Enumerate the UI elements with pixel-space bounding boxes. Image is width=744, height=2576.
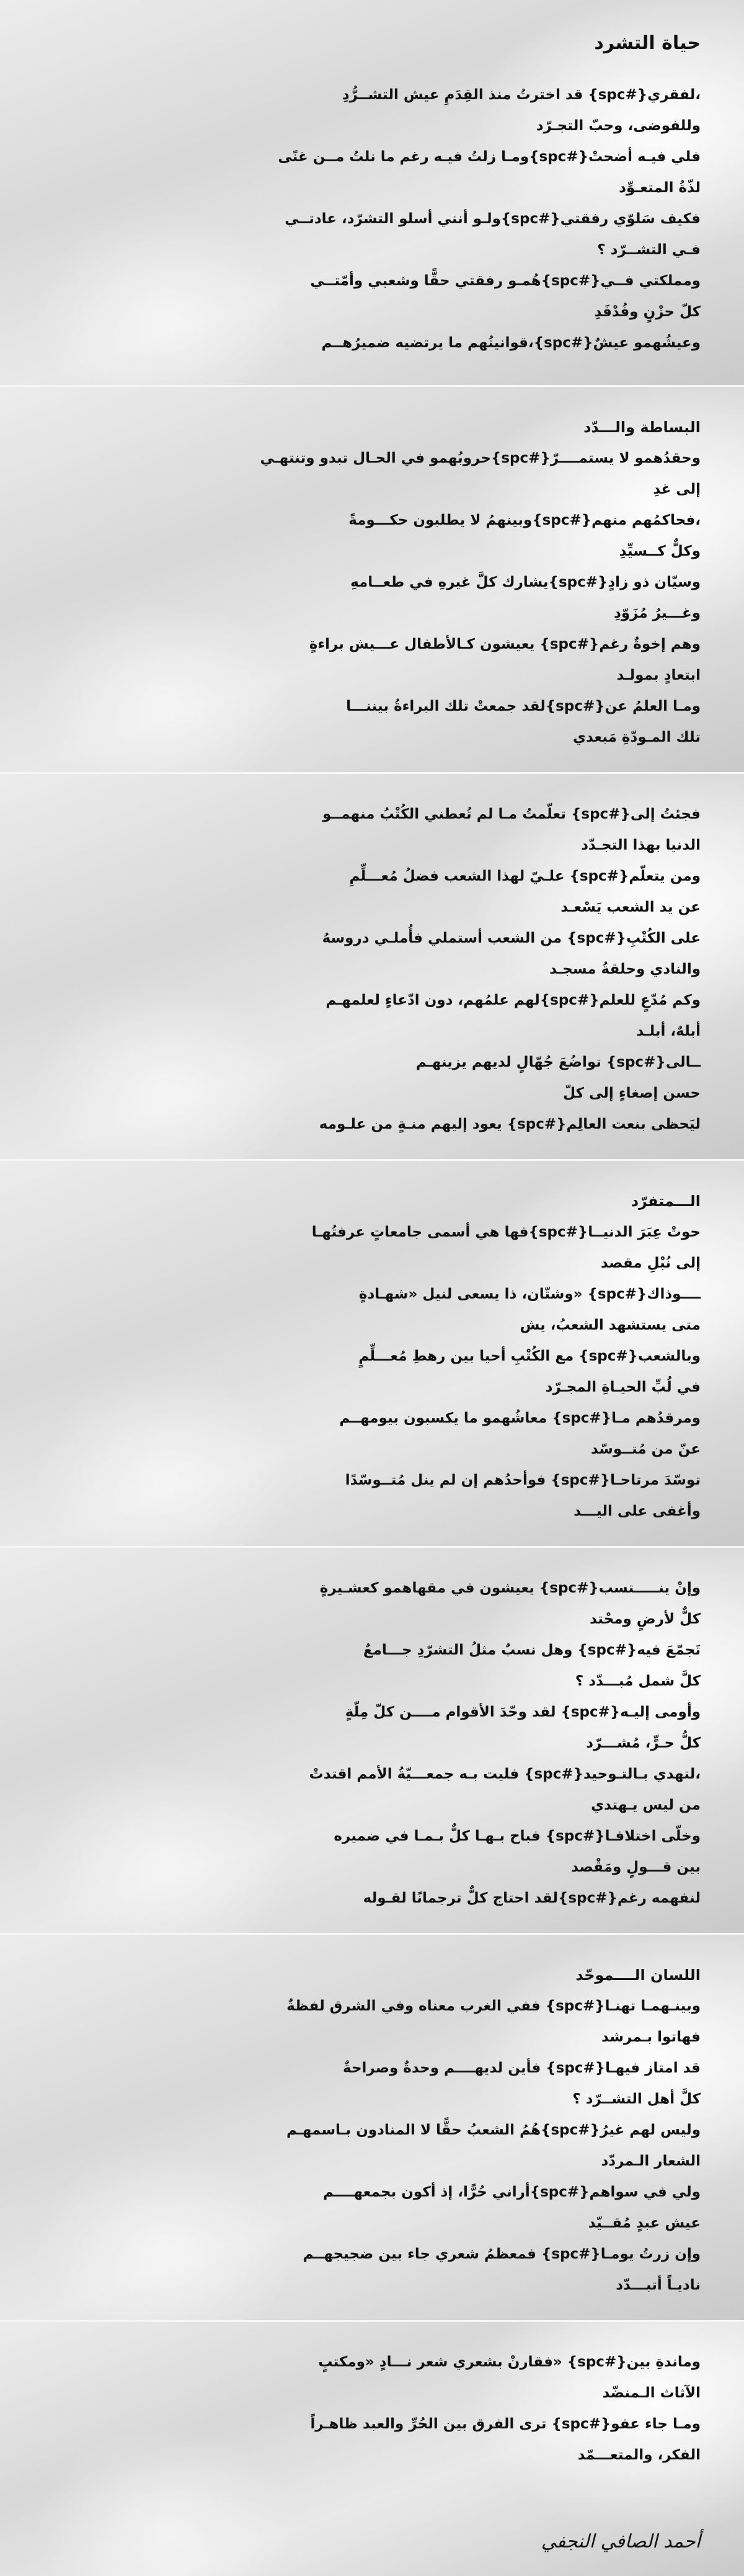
verse-line: ومرقدُهم مـا{#spc} معاشُهمو ما يكسبون بيومهــم — [339, 1410, 701, 1426]
poet-signature: أحمد الصافي النجفي — [541, 2531, 701, 2552]
section-heading: اللسان الــــموحّد — [575, 1966, 701, 1984]
verse-line: ابتعادٍ بمولـد — [616, 667, 701, 683]
verse-line: ليَحظى بنعت العالِم{#spc} يعود إليهم منـةٍ من علـومه — [319, 1116, 701, 1132]
verse-line: وهم إخوةٌ رغم{#spc} يعيشون كـالأطفال عـــيش براءةٍ — [309, 636, 701, 652]
verse-line: أبلهٌ، أبلـد — [636, 1023, 701, 1039]
verse-line: ومملكتي فــي{#spc}هُمـو رفقتي حقًّا وشعبي وأمّتــي — [310, 273, 701, 289]
verse-line: ولي في سواهم{#spc}أراني حُرًّا، إذ أكون بجمعهــــم — [322, 2184, 701, 2200]
verse-line: وخلّى اختلافـا{#spc} فباح بـهـا كلٌّ بـمـا في ضميره — [334, 1828, 701, 1844]
verse-line: فهاتوا بـمرشد — [601, 2029, 701, 2045]
verse-line: ومن يتعلّم{#spc} علـيّ لهذا الشعب فضلُ مُعـــلِّمِ — [349, 868, 701, 884]
verse-line: وماندةِ بين{#spc} «فقارنْ بشعري شعر نـــادٍ «ومكتبٍ — [318, 2354, 701, 2370]
verse-line: حسن إصغاءٍ إلى كلّ — [563, 1085, 701, 1101]
section-7 — [0, 2322, 744, 2576]
verse-line: ومـا العلمُ عن{#spc}لقد جمعتْ تلك البراءةُ بيننـــا — [346, 698, 701, 714]
verse-line: عنّ من مُتــوسّد — [590, 1441, 701, 1457]
verse-line: الآثاث الـمنضّد — [602, 2385, 701, 2401]
verse-line: لذّةُ المتعـوِّد — [619, 180, 701, 196]
verse-line: فـي التشــرّد ؟ — [597, 242, 701, 258]
verse-line: الفكر، والمتعـــمّد — [577, 2447, 701, 2463]
verse-line: فكيف سَلوّي رفقتي{#spc}ولـو أنني أسلو التشرّد، عادتــي — [285, 211, 701, 227]
verse-line: ناديـاً أتبـــدّد — [616, 2277, 701, 2293]
verse-line: وبينـهمـا تهنـا{#spc} ففي الغرب معناه وفي الشرق لفظةٌ — [286, 1998, 701, 2014]
verse-line: وكم مُدّعٍ للعلم{#spc}لهم علمُهم، دون ادّعاءٍ لعلمهـم — [326, 992, 701, 1008]
verse-line: وسيّان ذو زادٍ{#spc}يشارك كلَّ غيرهِ في طعــامهِ — [350, 574, 701, 590]
verse-line: وغـــيرُ مُزَوّدِ — [614, 605, 701, 621]
verse-line: ،فحاكمُهم منهم{#spc}وبينهمُ لا يطلبون حكـــومةً — [348, 512, 701, 528]
verse-line: وحقدُهمو لا يستمــــرّ{#spc}حروبُهمو في الحـال تبدو وتنتهـي — [260, 450, 701, 466]
verse-line: وبالشعب{#spc} مع الكُتْبِ أحيا بين رهطِ مُعـــلِّمٍ — [358, 1348, 701, 1364]
section-1 — [0, 0, 744, 387]
section-2 — [0, 387, 744, 774]
verse-line: وليس لهم غيرُ{#spc}هُمُ الشعبُ حقًّا لا المنادون بـاسمهـم — [286, 2122, 701, 2138]
verse-line: وإن زرتُ يومـا{#spc} فمعظمُ شعري جاء بين ضجيجهــم — [303, 2246, 701, 2262]
verse-line: تلك المـودّةِ مَبعدي — [572, 729, 701, 745]
verse-line: تَجمّعَ فيه{#spc} وهل نسبٌ مثلُ التشرّدِ جـــامعٌ — [363, 1642, 701, 1658]
verse-line: قد امتاز فيهـا{#spc} فأين لديهــــم وحدةٌ وصراحةٌ — [343, 2060, 701, 2076]
verse-line: ،لفقري{#spc} قد اخترتُ منذ القِدَمِ عيش التشــرُّدِ — [342, 87, 701, 103]
verse-line: ــالى{#spc} تواضُعَ جُهّالٍ لديهم يزينهـم — [415, 1054, 701, 1070]
verse-line: كلَّ أهل التشــرّد ؟ — [572, 2091, 701, 2107]
verse-line: وأومى إليـه{#spc} لقد وحّدَ الأقوام مــــن كلّ مِلّةٍ — [345, 1704, 701, 1720]
poem-title: حياة التشرد — [594, 32, 701, 54]
verse-line: توسّدَ مرتاحـا{#spc} فوأحدُهم إن لم ينل مُتــوسّدًا — [345, 1472, 701, 1488]
verse-line: في لُبِّ الحيـاةِ المجـرّد — [545, 1379, 701, 1395]
section-heading: البساطة والـــدّد — [583, 419, 701, 436]
section-5 — [0, 1548, 744, 1935]
verse-line: وإنْ ينـــــتسب{#spc} يعيشون في مقهاهمو كعشـيرةٍ — [319, 1580, 701, 1596]
verse-line: فلي فيـه أضحتْ{#spc}ومـا زلتُ فيـه رغم ما نلتُ مــن غنًى — [278, 149, 701, 165]
verse-line: وأغفى على اليـــد — [574, 1503, 701, 1519]
section-4 — [0, 1161, 744, 1548]
verse-line: وكلٌّ كــسيِّدِ — [619, 543, 701, 559]
verse-line: ــــوذاك{#spc} «وشتّان، ذا يسعى لنيل «شهـادةٍ — [358, 1286, 701, 1302]
verse-line: كلٌّ لأرضٍ ومحْتد — [589, 1611, 701, 1627]
verse-line: ومـا جاء عفو{#spc} ترى الفرق بين الحُرِّ والعبد ظاهـراً — [310, 2416, 701, 2432]
section-1-lines — [0, 79, 701, 358]
verse-line: كلّ حزْنٍ وفُدْفَدِ — [594, 304, 701, 320]
verse-line: إلى نُبْلِ مقصد — [600, 1255, 701, 1271]
verse-line: حوتْ عِبَرَ الدنيــا{#spc}فها هي أسمى جامعاتٍ عرفتُهـا — [311, 1224, 701, 1240]
verse-line: من ليس يـهتدي — [591, 1797, 701, 1813]
verse-line: كلُّ حـرٍّ، مُشـــرّد — [586, 1735, 701, 1751]
verse-line: ،لتهدي بـالتـوحيد{#spc} فليت بـه جمعـــيّةُ الأمم اقتدتْ — [309, 1766, 701, 1782]
verse-line: إلى غدِ — [653, 481, 701, 497]
verse-line: والنادي وحلقةُ مسجـد — [549, 961, 701, 977]
section-6 — [0, 1935, 744, 2322]
section-heading: الـــمتفرّد — [631, 1193, 701, 1210]
verse-line: كلَّ شمل مُبـــدّد ؟ — [575, 1673, 701, 1689]
verse-line: عيش عبدٍ مُقــيّد — [588, 2215, 701, 2231]
verse-line: بين قـــولٍ ومَقْصد — [571, 1859, 701, 1875]
verse-line: فجئتُ إلى{#spc} تعلّمتُ مـا لم تُعطني الكُتْبُ منهمــو — [322, 806, 701, 822]
section-3 — [0, 774, 744, 1161]
verse-line: وللفوضى، وحبّ التجـرّد — [536, 118, 701, 134]
verse-line: لنفهمه رغم{#spc}لقد احتاج كلٌّ ترجمانًا لقـوله — [363, 1890, 701, 1906]
verse-line: الشعار الـمردّد — [601, 2153, 701, 2169]
verse-line: الدنيا بهذا التجـدّد — [581, 837, 701, 853]
verse-line: على الكُتْبِ{#spc} من الشعب أستملي فأُملـي دروسهُ — [322, 930, 701, 946]
verse-line: وعيشُهمو عيشٌ{#spc}،قوانينُهم ما يرتضيه ضميرُهــم — [321, 335, 701, 351]
verse-line: متى يستشهد الشعبُ، يش — [520, 1317, 701, 1333]
verse-line: عن يد الشعب يَسْعـد — [560, 899, 701, 915]
